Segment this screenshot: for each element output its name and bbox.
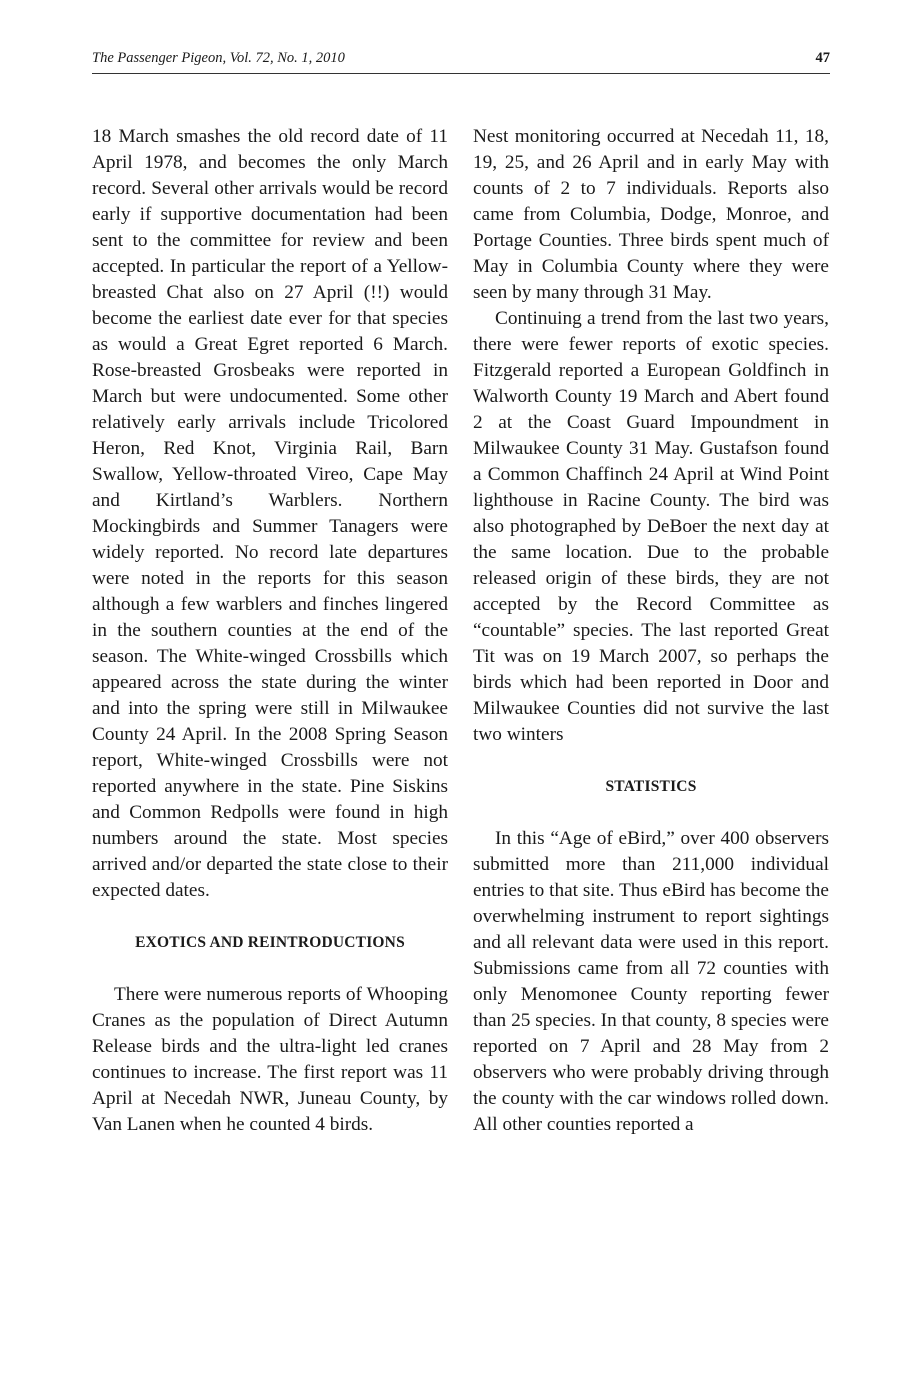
body-paragraph: There were numerous reports of Whooping Cranes as the population of Direct Autumn Release birds and the ultra-light led cranes continues to increase. The first report was 11 April at Necedah NWR, Juneau County, by Van Lanen when he counted 4 birds. xyxy=(92,984,448,1135)
section-heading-exotics: EXOTICS AND REINTRODUCTIONS xyxy=(135,934,405,951)
page-number: 47 xyxy=(815,50,830,66)
section-heading-statistics: STATISTICS xyxy=(605,778,697,795)
header-rule xyxy=(92,73,830,74)
body-paragraph: Continuing a trend from the last two years, there were fewer reports of exotic species. Fitzgerald reported a European Goldfinch in Walworth County 19 March and Abert found 2 at the Coast Guard Impoundment in Milwaukee County 31 May. Gustafson found a Common Chaffinch 24 April at Wind Point lighthouse in Racine County. The bird was also photographed by DeBoer the next day at the same location. Due to the probable released origin of these birds, they are not accepted by the Record Committee as “countable” species. The last reported Great Tit was on 19 March 2007, so perhaps the birds which had been reported in Door and Milwaukee Counties did not survive the last two winters xyxy=(473,308,829,745)
running-header xyxy=(92,50,830,72)
body-paragraph: Nest monitoring occurred at Necedah 11, 18, 19, 25, and 26 April and in early May with counts of 2 to 7 individuals. Reports also came from Columbia, Dodge, Monroe, and Portage Counties. Three birds spent much of May in Columbia County where they were seen by many through 31 May. xyxy=(473,126,829,303)
body-paragraph: 18 March smashes the old record date of 11 April 1978, and becomes the only March record. Several other arrivals would be record early if supportive documentation had been sent to the committee for review and been accepted. In particular the report of a Yellow-breasted Chat also on 27 April (!!) would become the earliest date ever for that species as would a Great Egret reported 6 March. Rose-breasted Grosbeaks were reported in March but were undocumented. Some other relatively early arrivals include Tricolored Heron, Red Knot, Virginia Rail, Barn Swallow, Yellow-throated Vireo, Cape May and Kirtland’s Warblers. Northern Mockingbirds and Summer Tanagers were widely reported. No record late departures were noted in the reports for this season although a few warblers and finches lingered in the southern counties at the end of the season. The White-winged Crossbills which appeared across the state during the winter and into the spring were still in Milwaukee County 24 April. In the 2008 Spring Season report, White-winged Crossbills were not reported anywhere in the state. Pine Siskins and Common Redpolls were found in high numbers around the state. Most species arrived and/or departed the state close to their expected dates. xyxy=(92,126,448,901)
left-column xyxy=(92,124,448,1138)
right-column xyxy=(473,124,829,1138)
journal-title: The Passenger Pigeon, Vol. 72, No. 1, 2010 xyxy=(92,50,345,66)
body-paragraph: In this “Age of eBird,” over 400 observers submitted more than 211,000 individual entries to that site. Thus eBird has become the overwhelming instrument to report sightings and all relevant data were used in this report. Submissions came from all 72 counties with only Menomonee County reporting fewer than 25 species. In that county, 8 species were reported on 7 April and 28 May from 2 observers who were probably driving through the county with the car windows rolled down. All other counties reported a xyxy=(473,828,829,1135)
